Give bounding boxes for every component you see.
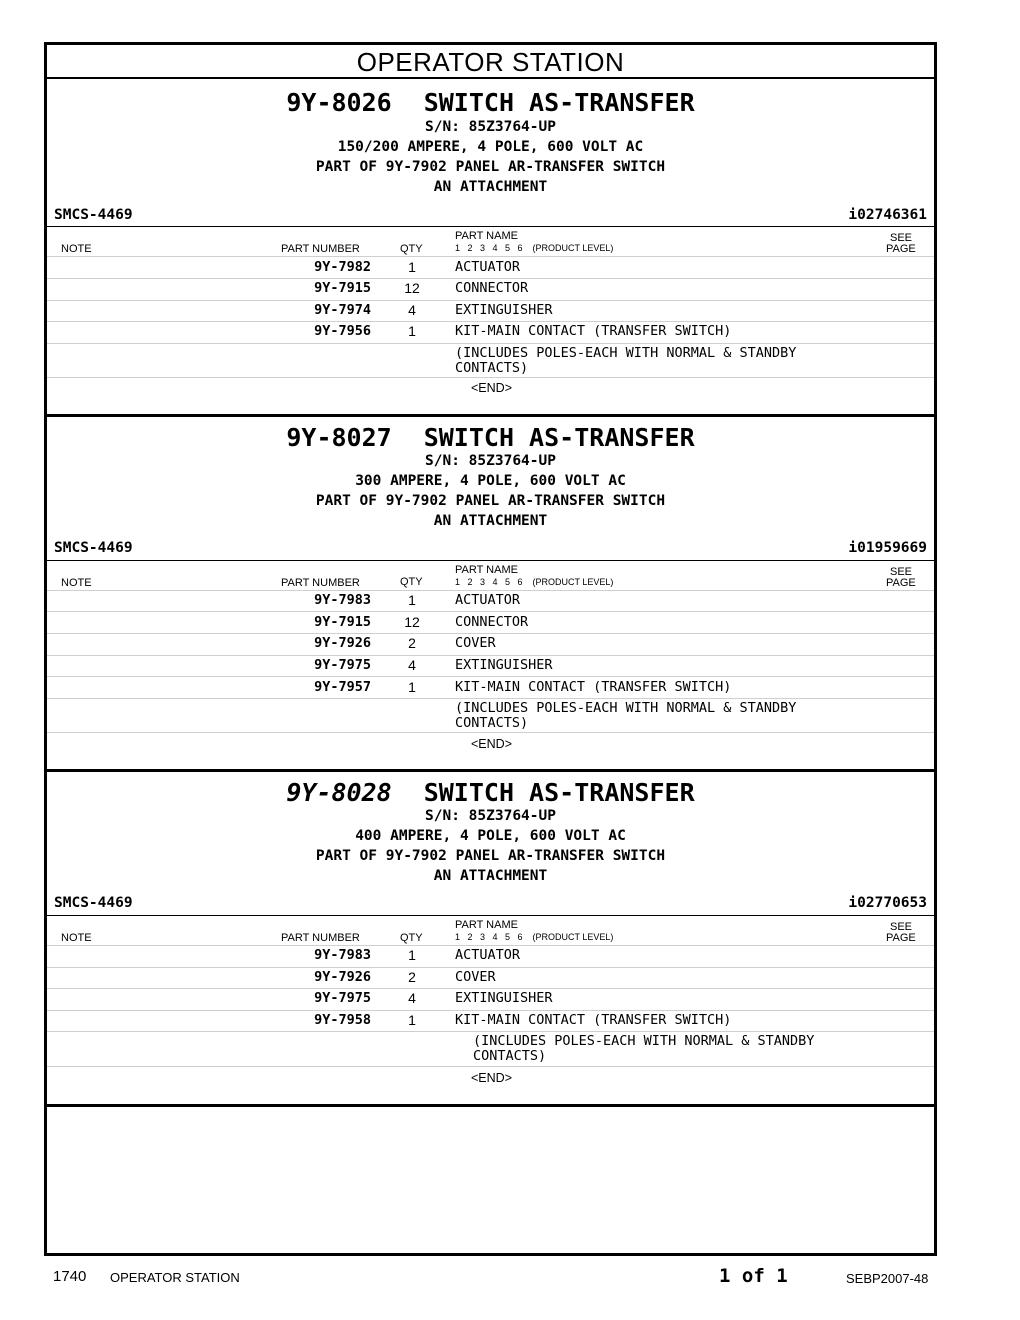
kit-note-line: CONTACTS) — [455, 360, 529, 376]
table-row — [47, 677, 934, 698]
illustration-id: i02746361 — [848, 207, 927, 223]
kit-note-line: CONTACTS) — [473, 1048, 547, 1064]
table-row — [47, 257, 934, 278]
part-number: 9Y-7982 — [314, 259, 371, 275]
part-name: EXTINGUISHER — [455, 990, 553, 1006]
assembly-title: SWITCH AS-TRANSFER — [423, 423, 695, 452]
col-see: SEE — [890, 566, 913, 578]
col-part-number: PART NUMBER — [281, 577, 360, 589]
part-number: 9Y-7926 — [314, 635, 371, 651]
table-row — [47, 300, 934, 321]
rating-line: 150/200 AMPERE, 4 POLE, 600 VOLT AC — [337, 139, 644, 155]
col-part-name: PART NAME — [455, 230, 518, 242]
row-divider — [47, 1031, 934, 1032]
attachment-line: AN ATTACHMENT — [433, 868, 548, 884]
smcs-code: SMCS-4469 — [54, 895, 133, 911]
assembly-part-number: 9Y-8027 — [286, 423, 392, 452]
attachment-line: AN ATTACHMENT — [433, 179, 548, 195]
quantity: 12 — [404, 614, 420, 630]
col-see: SEE — [890, 232, 913, 244]
row-divider — [47, 698, 934, 699]
quantity: 1 — [408, 592, 416, 608]
quantity: 12 — [404, 280, 420, 296]
part-name: COVER — [455, 635, 496, 651]
quantity: 1 — [408, 947, 416, 963]
table-row — [47, 278, 934, 299]
col-part-name: PART NAME — [455, 919, 518, 931]
rating-line: 300 AMPERE, 4 POLE, 600 VOLT AC — [355, 473, 626, 489]
part-name: COVER — [455, 969, 496, 985]
end-marker: <END> — [471, 737, 512, 751]
attachment-line: AN ATTACHMENT — [433, 513, 548, 529]
col-note: NOTE — [61, 243, 92, 255]
part-of-line: PART OF 9Y-7902 PANEL AR-TRANSFER SWITCH — [315, 159, 666, 175]
quantity: 1 — [408, 323, 416, 339]
row-divider — [47, 377, 934, 378]
col-qty: QTY — [400, 576, 423, 588]
quantity: 4 — [408, 657, 416, 673]
divider — [47, 226, 934, 227]
section-title — [47, 779, 934, 807]
col-page: PAGE — [886, 932, 916, 944]
serial-line: S/N: 85Z3764-UP — [425, 808, 556, 824]
rating-line: 400 AMPERE, 4 POLE, 600 VOLT AC — [355, 828, 626, 844]
table-row — [47, 945, 934, 966]
quantity: 1 — [408, 1012, 416, 1028]
assembly-part-number: 9Y-8026 — [286, 88, 392, 117]
assembly-part-number: 9Y-8028 — [286, 778, 392, 807]
part-number: 9Y-7958 — [314, 1012, 371, 1028]
serial-line: S/N: 85Z3764-UP — [425, 453, 556, 469]
table-row — [47, 612, 934, 633]
section-title — [47, 424, 934, 452]
part-name: CONNECTOR — [455, 280, 529, 296]
table-row — [47, 633, 934, 654]
col-qty: QTY — [400, 932, 423, 944]
divider — [47, 915, 934, 916]
part-number: 9Y-7926 — [314, 969, 371, 985]
end-marker: <END> — [471, 381, 512, 395]
col-note: NOTE — [61, 577, 92, 589]
table-row — [47, 655, 934, 676]
col-part-number: PART NUMBER — [281, 932, 360, 944]
row-divider — [47, 1066, 934, 1067]
part-name: EXTINGUISHER — [455, 657, 553, 673]
part-name: CONNECTOR — [455, 614, 529, 630]
quantity: 4 — [408, 302, 416, 318]
kit-note-line: CONTACTS) — [455, 715, 529, 731]
parts-section — [47, 417, 934, 772]
footer-section-name: OPERATOR STATION — [110, 1270, 240, 1285]
page-number: 1740 — [53, 1268, 87, 1285]
section-title — [47, 89, 934, 117]
parts-section — [47, 772, 934, 1107]
illustration-id: i02770653 — [848, 895, 927, 911]
quantity: 2 — [408, 635, 416, 651]
col-qty: QTY — [400, 243, 423, 255]
smcs-code: SMCS-4469 — [54, 207, 133, 223]
part-number: 9Y-7975 — [314, 657, 371, 673]
part-name: KIT-MAIN CONTACT (TRANSFER SWITCH) — [455, 679, 732, 695]
quantity: 4 — [408, 990, 416, 1006]
col-page: PAGE — [886, 577, 916, 589]
end-marker: <END> — [471, 1071, 512, 1085]
part-number: 9Y-7957 — [314, 679, 371, 695]
part-name: ACTUATOR — [455, 259, 521, 275]
part-number: 9Y-7975 — [314, 990, 371, 1006]
part-number: 9Y-7983 — [314, 947, 371, 963]
table-row — [47, 321, 934, 342]
assembly-title: SWITCH AS-TRANSFER — [423, 88, 695, 117]
quantity: 2 — [408, 969, 416, 985]
smcs-code: SMCS-4469 — [54, 540, 133, 556]
page-count: 1 of 1 — [719, 1265, 788, 1287]
part-number: 9Y-7983 — [314, 592, 371, 608]
document-id: SEBP2007-48 — [846, 1271, 929, 1286]
part-name: ACTUATOR — [455, 947, 521, 963]
row-divider — [47, 343, 934, 344]
row-divider — [47, 732, 934, 733]
part-number: 9Y-7974 — [314, 302, 371, 318]
serial-line: S/N: 85Z3764-UP — [425, 119, 556, 135]
part-number: 9Y-7915 — [314, 614, 371, 630]
part-number: 9Y-7956 — [314, 323, 371, 339]
table-row — [47, 1010, 934, 1031]
quantity: 1 — [408, 259, 416, 275]
part-name: KIT-MAIN CONTACT (TRANSFER SWITCH) — [455, 323, 732, 339]
col-see: SEE — [890, 921, 913, 933]
part-name: EXTINGUISHER — [455, 302, 553, 318]
col-part-number: PART NUMBER — [281, 243, 360, 255]
part-of-line: PART OF 9Y-7902 PANEL AR-TRANSFER SWITCH — [315, 493, 666, 509]
kit-note-line: (INCLUDES POLES-EACH WITH NORMAL & STANDBY — [455, 345, 797, 361]
col-note: NOTE — [61, 932, 92, 944]
table-row — [47, 988, 934, 1009]
part-number: 9Y-7915 — [314, 280, 371, 296]
assembly-title: SWITCH AS-TRANSFER — [423, 778, 695, 807]
quantity: 1 — [408, 679, 416, 695]
kit-note-line: (INCLUDES POLES-EACH WITH NORMAL & STANDBY — [455, 700, 797, 716]
kit-note-line: (INCLUDES POLES-EACH WITH NORMAL & STANDBY — [473, 1033, 815, 1049]
col-product-level: 1 2 3 4 5 6 (PRODUCT LEVEL) — [455, 243, 614, 253]
illustration-id: i01959669 — [848, 540, 927, 556]
parts-page-frame — [44, 42, 937, 1256]
col-page: PAGE — [886, 243, 916, 255]
part-of-line: PART OF 9Y-7902 PANEL AR-TRANSFER SWITCH — [315, 848, 666, 864]
part-name: ACTUATOR — [455, 592, 521, 608]
parts-section — [47, 79, 934, 417]
table-row — [47, 590, 934, 611]
col-product-level: 1 2 3 4 5 6 (PRODUCT LEVEL) — [455, 577, 614, 587]
part-name: KIT-MAIN CONTACT (TRANSFER SWITCH) — [455, 1012, 732, 1028]
table-row — [47, 967, 934, 988]
divider — [47, 560, 934, 561]
col-product-level: 1 2 3 4 5 6 (PRODUCT LEVEL) — [455, 932, 614, 942]
col-part-name: PART NAME — [455, 564, 518, 576]
page-header: OPERATOR STATION — [47, 45, 934, 79]
